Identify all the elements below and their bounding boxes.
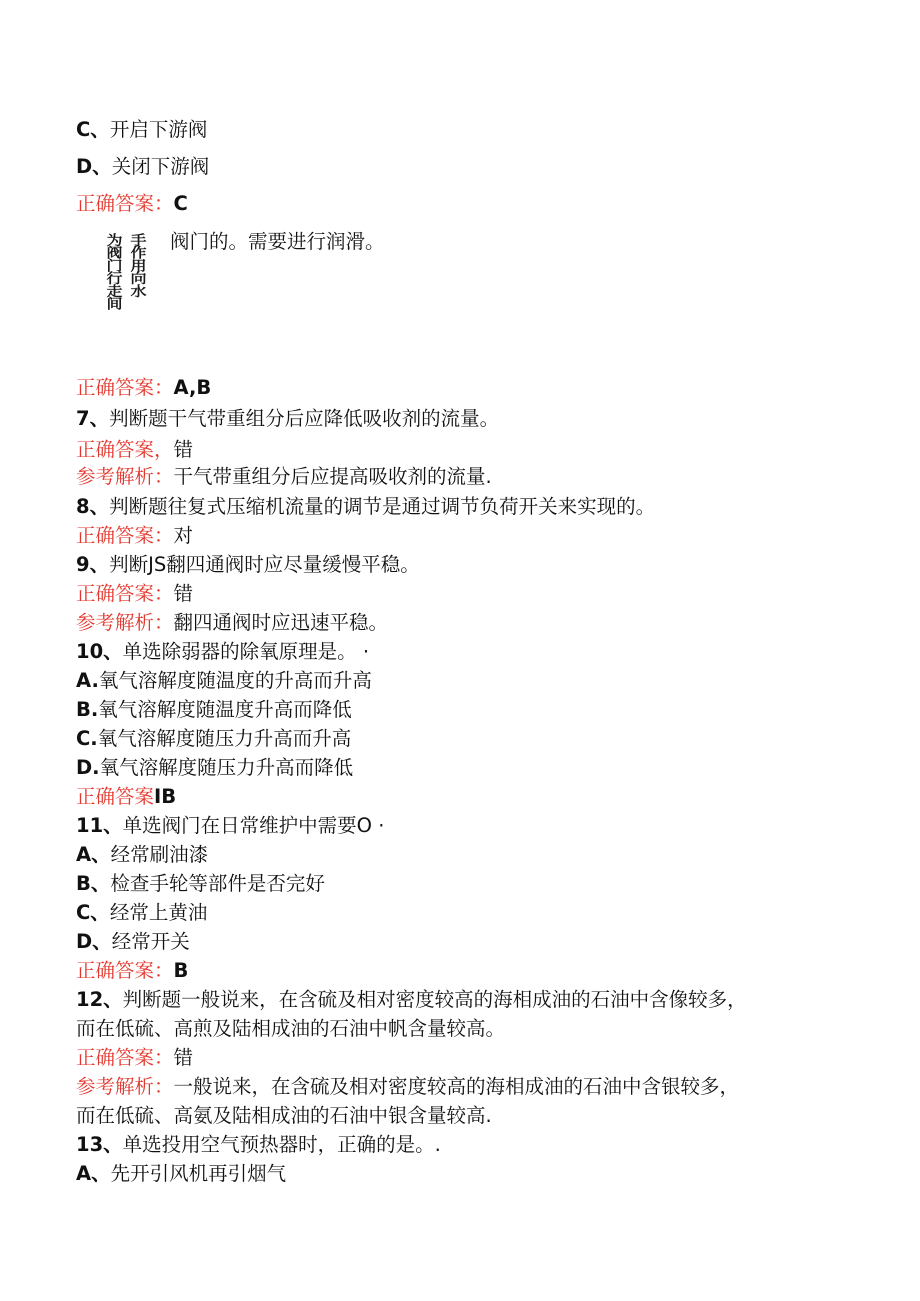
- reference-prefix: 参考解析：: [76, 1075, 174, 1098]
- option-label: C、: [76, 901, 110, 924]
- question-text: 单选投用空气预热器时，正确的是。.: [122, 1133, 441, 1156]
- question-11: [76, 813, 384, 839]
- q11-option-b: [76, 871, 325, 897]
- reference-text: 翻四通阀时应迅速平稳。: [173, 611, 389, 634]
- answer-prefix: 正确答案，: [76, 438, 174, 461]
- option-text: 检查手轮等部件是否完好: [110, 872, 325, 895]
- answer-11: [76, 958, 188, 984]
- option-text: 经常开关: [111, 930, 190, 953]
- reference-9: [76, 610, 388, 636]
- question-text: 单选阀门在日常维护中需要O ·: [122, 814, 385, 837]
- option-c-open-downstream-valve: [76, 117, 207, 143]
- option-label: D.: [76, 756, 100, 779]
- vertical-text-column-1: 为阀门行走间: [104, 233, 123, 310]
- option-text: 氧气溶解度随温度升高而降低: [98, 698, 352, 721]
- reference-prefix: 参考解析：: [76, 611, 174, 634]
- answer-line-c: [76, 191, 188, 217]
- question-12-line-2: [76, 1016, 505, 1042]
- question-text: 判断JS翻四通阀时应尽量缓慢平稳。: [109, 553, 420, 576]
- question-number: 7、: [76, 407, 110, 430]
- question-text: 单选除弱器的除氧原理是。 ·: [122, 640, 370, 663]
- question-number: 11、: [76, 814, 123, 837]
- option-label: B.: [76, 698, 99, 721]
- option-label: D、: [76, 155, 112, 178]
- answer-8: [76, 523, 193, 549]
- reference-text: 一般说来，在含硫及相对密度较高的海相成油的石油中含银较多，: [173, 1075, 740, 1098]
- answer-prefix: 正确答案: [76, 785, 155, 808]
- question-text: 而在低硫、高煎及陆相成油的石油中帆含量较高。: [76, 1017, 506, 1040]
- question-7: [76, 406, 499, 432]
- question-number: 12、: [76, 988, 123, 1011]
- answer-12: [76, 1045, 193, 1071]
- answer-10: [76, 784, 176, 810]
- question-9: [76, 552, 420, 578]
- q11-option-a: [76, 842, 208, 868]
- answer-value: IB: [154, 785, 177, 808]
- q10-option-b: [76, 697, 352, 723]
- answer-prefix: 正确答案：: [76, 582, 174, 605]
- answer-9: [76, 581, 193, 607]
- q13-option-a: [76, 1161, 286, 1187]
- option-text: 经常上黄油: [109, 901, 208, 924]
- question-text: 判断题往复式压缩机流量的调节是通过调节负荷开关来实现的。: [109, 495, 656, 518]
- question-number: 13、: [76, 1133, 123, 1156]
- question-13: [76, 1132, 441, 1158]
- question-text: 判断题一般说来，在含硫及相对密度较高的海相成油的石油中含像较多，: [122, 988, 747, 1011]
- answer-prefix: 正确答案：: [76, 376, 174, 399]
- reference-text: 干气带重组分后应提高吸收剂的流量.: [173, 465, 492, 488]
- q10-option-a: [76, 668, 372, 694]
- option-label: D、: [76, 930, 112, 953]
- option-label: A、: [76, 1162, 111, 1185]
- reference-12-line-1: [76, 1074, 739, 1100]
- answer-value: 错: [173, 582, 194, 605]
- answer-value: 错: [173, 438, 194, 461]
- answer-value: C: [173, 192, 188, 215]
- text-fragment-valve-lubrication: [170, 229, 385, 255]
- question-number: 8、: [76, 495, 110, 518]
- reference-prefix: 参考解析：: [76, 465, 174, 488]
- answer-value: A,B: [173, 376, 212, 399]
- option-text: 关闭下游阀: [111, 155, 210, 178]
- question-number: 9、: [76, 553, 110, 576]
- answer-prefix: 正确答案：: [76, 524, 174, 547]
- answer-value: 错: [173, 1046, 194, 1069]
- reference-12-line-2: [76, 1103, 492, 1129]
- fragment-text: 阀门的。需要进行润滑。: [170, 230, 385, 253]
- q10-option-d: [76, 755, 353, 781]
- option-label: A.: [76, 669, 99, 692]
- option-text: 氧气溶解度随压力升高而升高: [97, 727, 352, 750]
- reference-text: 而在低硫、高氨及陆相成油的石油中银含量较高.: [76, 1104, 492, 1127]
- answer-value: 对: [173, 524, 194, 547]
- answer-line-ab: [76, 375, 211, 401]
- option-text: 氧气溶解度随压力升高而降低: [99, 756, 354, 779]
- option-text: 开启下游阀: [109, 118, 208, 141]
- answer-value: B: [173, 959, 189, 982]
- question-10: [76, 639, 369, 665]
- option-text: 氧气溶解度随温度的升高而升高: [98, 669, 372, 692]
- vertical-text-column-2: 手作用向水: [128, 233, 147, 297]
- q10-option-c: [76, 726, 351, 752]
- answer-prefix: 正确答案：: [76, 1046, 174, 1069]
- answer-7: [76, 437, 193, 463]
- question-8: [76, 494, 655, 520]
- answer-prefix: 正确答案：: [76, 192, 174, 215]
- q11-option-c: [76, 900, 207, 926]
- option-text: 经常刷油漆: [110, 843, 209, 866]
- reference-7: [76, 464, 492, 490]
- option-label: B、: [76, 872, 111, 895]
- option-label: C.: [76, 727, 98, 750]
- answer-prefix: 正确答案：: [76, 959, 174, 982]
- question-number: 10、: [76, 640, 123, 663]
- question-text: 判断题干气带重组分后应降低吸收剂的流量。: [109, 407, 500, 430]
- option-text: 先开引风机再引烟气: [110, 1162, 287, 1185]
- option-label: A、: [76, 843, 111, 866]
- option-label: C、: [76, 118, 110, 141]
- option-d-close-downstream-valve: [76, 154, 209, 180]
- q11-option-d: [76, 929, 190, 955]
- question-12-line-1: [76, 987, 747, 1013]
